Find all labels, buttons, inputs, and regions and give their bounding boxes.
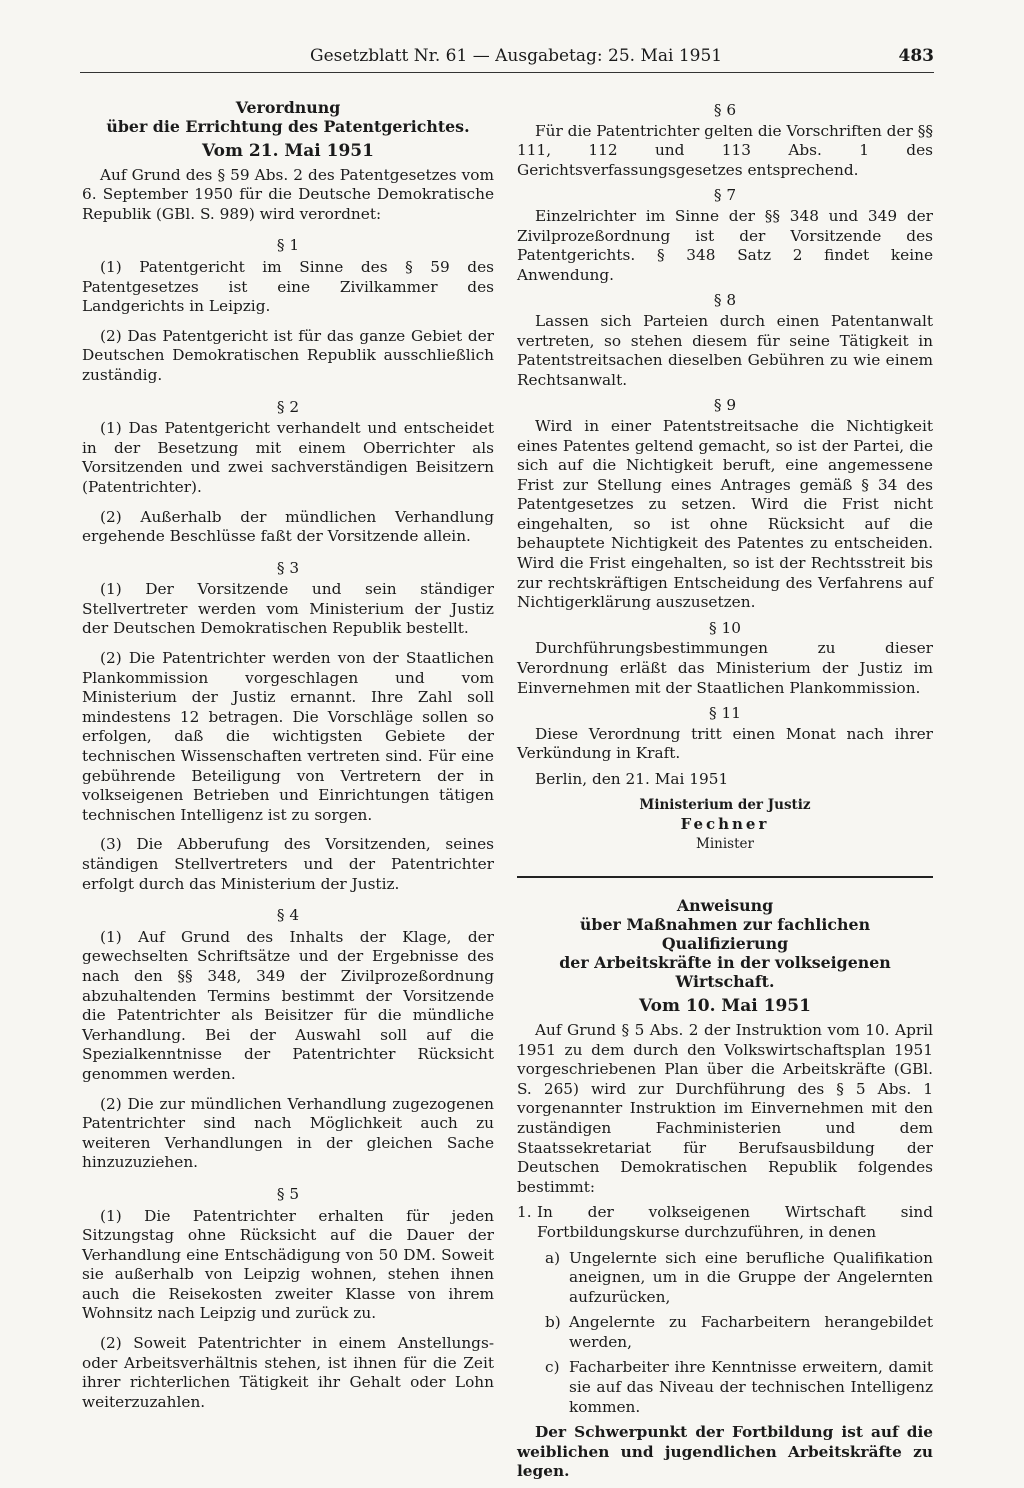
gazette-title: Gesetzblatt Nr. 61 — Ausgabetag: 25. Mai 1951 <box>310 46 723 66</box>
section-heading-11: § 11 <box>709 704 741 723</box>
right-column <box>517 98 933 1488</box>
section-10-text: Durchführungsbestimmungen zu dieser Verordnung erläßt das Ministerium der Justiz im Einvernehmen mit der Staatlichen Plankommission. <box>517 639 933 697</box>
signature-ministry: Ministerium der Justiz <box>639 796 811 813</box>
ordinance-intro: Auf Grund des § 59 Abs. 2 des Patentgesetzes vom 6. September 1950 für die Deutsche Demokratische Republik (GBl. S. 989) wird verordnet: <box>82 165 494 223</box>
instruction-closing: Der Schwerpunkt der Fortbildung ist auf die weiblichen und jugendlichen Arbeitskräfte zu legen. <box>517 1423 933 1481</box>
instruction-title <box>517 896 933 991</box>
page-header <box>80 44 934 74</box>
section-4-paragraph-1: (1) Auf Grund des Inhalts der Klage, der gewechselten Schriftsätze und der Ergebnisse des nach den §§ 348, 349 der Zivilprozeßordnung abzuhaltenden Termins bestimmt der Vorsitzende die Patentrichter als Beisitzer für die mündliche Verhandlung. Bei der Auswahl soll auf die Spezialkenntnisse der Patentrichter Rücksicht genommen werden. <box>82 927 494 1083</box>
list-item-number: 1. <box>517 1203 532 1222</box>
section-heading-1: § 1 <box>276 236 300 255</box>
instruction-intro: Auf Grund § 5 Abs. 2 der Instruktion vom 10. April 1951 zu dem durch den Volkswirtschaftsplan 1951 vorgeschriebenen Plan über die Arbeitskräfte (GBl. S. 265) wird zur Durchführung des § 5 Abs. 1 vorgenannter Instruktion im Einvernehmen mit den zuständigen Fachministerien und dem Staatssekretariat für Berufsausbildung der Deutschen Demokratischen Republik folgendes bestimmt: <box>517 1020 933 1196</box>
sub-item-a <box>545 1249 933 1308</box>
page-number: 483 <box>898 46 934 66</box>
sub-item-b-label: b) <box>545 1313 561 1332</box>
instruction-title-line2: über Maßnahmen zur fachlichen Qualifizierung <box>579 915 871 954</box>
section-6-text: Für die Patentrichter gelten die Vorschriften der §§ 111, 112 und 113 Abs. 1 des Gerichtsverfassungsgesetzes entsprechend. <box>517 121 933 179</box>
instruction-date: Vom 10. Mai 1951 <box>639 996 811 1017</box>
instruction-title-line1: Anweisung <box>676 896 774 916</box>
section-9-text: Wird in einer Patentstreitsache die Nichtigkeit eines Patentes geltend gemacht, so ist der Partei, die sich auf die Nichtigkeit beruft, eine angemessene Frist zur Stellung eines Antrages gemäß § 34 des Patentgesetzes zu setzen. Wird die Frist nicht eingehalten, so ist ohne Rücksicht auf die behauptete Nichtigkeit des Patentes zu entscheiden. Wird die Frist eingehalten, so ist der Rechtsstreit bis zur rechtskräftigen Entscheidung des Verfahrens auf Nichtigerklärung auszusetzen. <box>517 416 933 612</box>
signature-role: Minister <box>696 835 754 852</box>
section-heading-5: § 5 <box>276 1184 300 1203</box>
section-7-text: Einzelrichter im Sinne der §§ 348 und 349 der Zivilprozeßordnung ist der Vorsitzende des Patentgerichts. § 348 Satz 2 findet keine Anwendung. <box>517 206 933 284</box>
sub-item-a-text: Ungelernte sich eine berufliche Qualifikation aneignen, um in die Gruppe der Angelernten aufzurücken, <box>569 1248 933 1306</box>
section-heading-4: § 4 <box>276 906 300 925</box>
sub-item-c <box>545 1358 933 1417</box>
section-heading-3: § 3 <box>276 558 300 577</box>
section-8-text: Lassen sich Parteien durch einen Patentanwalt vertreten, so stehen diesem für seine Tätigkeit in Patentstreitsachen dieselben Gebühren zu wie einem Rechtsanwalt. <box>517 311 933 389</box>
section-1-paragraph-2: (2) Das Patentgericht ist für das ganze Gebiet der Deutschen Demokratischen Republik ausschließlich zuständig. <box>82 326 494 384</box>
left-column <box>82 98 494 1422</box>
section-divider <box>517 876 933 878</box>
section-4-paragraph-2: (2) Die zur mündlichen Verhandlung zugezogenen Patentrichter sind nach Möglichkeit auch zu weiteren Verhandlungen in der gleichen Sache hinzuzuziehen. <box>82 1094 494 1172</box>
instruction-title-line3: der Arbeitskräfte in der volkseigenen Wirtschaft. <box>559 953 891 992</box>
header-rule <box>80 72 934 73</box>
sub-item-a-label: a) <box>545 1248 561 1267</box>
section-11-text: Diese Verordnung tritt einen Monat nach ihrer Verkündung in Kraft. <box>517 724 933 763</box>
section-3-paragraph-3: (3) Die Abberufung des Vorsitzenden, seines ständigen Stellvertreters und der Patentrichter erfolgt durch das Ministerium der Justiz. <box>82 835 494 893</box>
section-heading-9: § 9 <box>713 396 737 415</box>
ordinance-title-line2: über die Errichtung des Patentgerichtes. <box>106 117 470 136</box>
ordinance-title <box>82 98 494 136</box>
section-heading-2: § 2 <box>276 397 300 416</box>
section-heading-6: § 6 <box>713 101 737 119</box>
ordinance-date: Vom 21. Mai 1951 <box>202 141 374 161</box>
list-item <box>517 1203 933 1242</box>
signature-name: Fechner <box>680 815 770 834</box>
section-2-paragraph-1: (1) Das Patentgericht verhandelt und entscheidet in der Besetzung mit einem Oberrichter als Vorsitzenden und zwei sachverständigen Beisitzern (Patentrichter). <box>82 419 494 496</box>
section-5-paragraph-2: (2) Soweit Patentrichter in einem Anstellungs- oder Arbeitsverhältnis stehen, ist ihnen für die Zeit ihrer richterlichen Tätigkeit ihr Gehalt oder Lohn weiterzuzahlen. <box>82 1334 494 1411</box>
section-heading-8: § 8 <box>713 291 737 310</box>
section-3-paragraph-2: (2) Die Patentrichter werden von der Staatlichen Plankommission vorgeschlagen und vom Ministerium der Justiz ernannt. Ihre Zahl soll mindestens 12 betragen. Die Vorschläge sollen so erfolgen, daß die wichtigsten Gebiete der technischen Wissenschaften vertreten sind. Für eine gebührende Beteiligung von Vertretern der in volkseigenen Betrieben und Einrichtungen tätigen technischen Intelligenz ist zu sorgen. <box>82 649 494 824</box>
signature-block <box>517 796 933 855</box>
place-date: Berlin, den 21. Mai 1951 <box>535 770 729 788</box>
section-5-paragraph-1: (1) Die Patentrichter erhalten für jeden Sitzungstag ohne Rücksicht auf die Dauer der Verhandlung eine Entschädigung von 50 DM. Soweit sie außerhalb von Leipzig wohnen, stehen ihnen auch die Reisekosten zweiter Klasse von ihrem Wohnsitz nach Leipzig und zurück zu. <box>82 1206 494 1323</box>
section-1-paragraph-1: (1) Patentgericht im Sinne des § 59 des Patentgesetzes ist eine Zivilkammer des Landgerichts in Leipzig. <box>82 257 494 316</box>
sub-item-b-text: Angelernte zu Facharbeitern herangebildet werden, <box>569 1313 933 1351</box>
section-2-paragraph-2: (2) Außerhalb der mündlichen Verhandlung ergehende Beschlüsse faßt der Vorsitzende allein. <box>82 507 494 546</box>
section-heading-10: § 10 <box>709 618 741 637</box>
sub-item-c-label: c) <box>545 1358 560 1377</box>
sub-item-c-text: Facharbeiter ihre Kenntnisse erweitern, damit sie auf das Niveau der technischen Intelligenz kommen. <box>569 1358 933 1416</box>
ordinance-title-line1: Verordnung <box>235 98 341 117</box>
list-item-text: In der volkseigenen Wirtschaft sind Fortbildungskurse durchzuführen, in denen <box>537 1203 933 1241</box>
section-3-paragraph-1: (1) Der Vorsitzende und sein ständiger Stellvertreter werden vom Ministerium der Justiz der Deutschen Demokratischen Republik bestellt. <box>82 580 494 638</box>
section-heading-7: § 7 <box>713 186 737 205</box>
sub-item-b <box>545 1313 933 1352</box>
